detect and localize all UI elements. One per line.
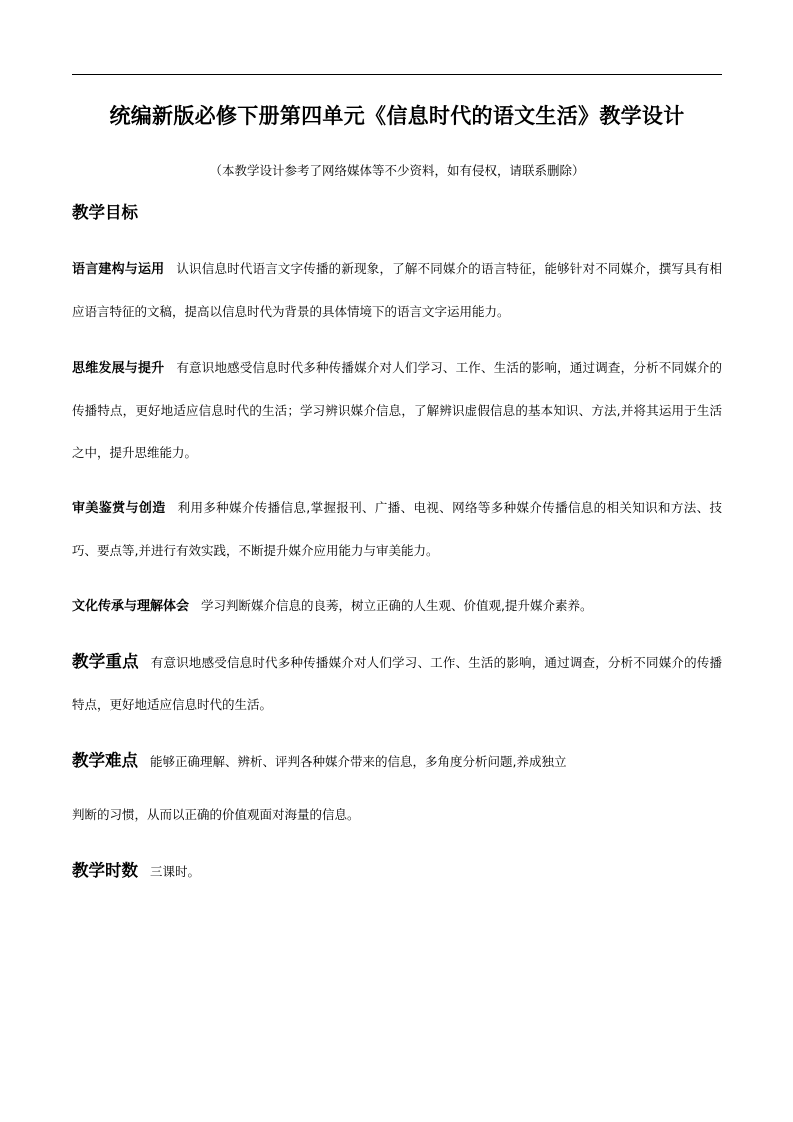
class-hours-text: 三课时。 [150,864,201,879]
class-hours [72,858,722,885]
objective-culture-label: 文化传承与理解体会 [72,599,190,614]
objective-thinking-text: 有意识地感受信息时代多种传播媒介对人们学习、工作、生活的影响，通过调查，分析不同媒介的传播特点，更好地适应信息时代的生活；学习辨识媒介信息，了解辨识虚假信息的基本知识、方法,并将其运用于生活之中，提升思维能力。 [72,360,722,460]
difficulties-text-line1: 能够正确理解、辨析、评判各种媒介带来的信息，多角度分析问题,养成独立 [150,754,567,769]
document-page [72,0,722,1122]
class-hours-label: 教学时数 [72,861,138,880]
key-points [72,641,722,726]
objective-culture-text: 学习判断媒介信息的良莠，树立正确的人生观、价值观,提升媒介素养。 [201,598,593,613]
objective-aesthetics [72,487,722,572]
objective-aesthetics-text: 利用多种媒介传播信息,掌握报刊、广播、电视、网络等多种媒介传播信息的相关知识和方法、技巧、要点等,并进行有效实践，不断提升媒介应用能力与审美能力。 [72,500,722,558]
objective-thinking-label: 思维发展与提升 [72,361,165,376]
key-points-label: 教学重点 [72,652,139,671]
difficulties-text-line2: 判断的习惯，从而以正确的价值观面对海量的信息。 [72,807,360,822]
objective-thinking [72,347,722,474]
difficulties [72,748,722,775]
objective-language-text: 认识信息时代语言文字传播的新现象，了解不同媒介的语言特征，能够针对不同媒介，撰写具有相应语言特征的文稿，提高以信息时代为背景的具体情境下的语言文字运用能力。 [72,261,722,319]
objective-language [72,248,722,333]
objective-culture [72,585,722,628]
objective-aesthetics-label: 审美鉴赏与创造 [72,501,166,516]
key-points-text: 有意识地感受信息时代多种传播媒介对人们学习、工作、生活的影响，通过调查，分析不同媒介的传播特点，更好地适应信息时代的生活。 [72,655,722,712]
copyright-note: （本教学设计参考了网络媒体等不少资料，如有侵权，请联系删除） [209,163,585,178]
objectives-heading: 教学目标 [72,203,138,222]
header-rule [72,74,722,75]
objective-language-label: 语言建构与运用 [72,262,165,277]
difficulties-continued [72,802,722,828]
difficulties-label: 教学难点 [72,751,138,770]
document-title: 统编新版必修下册第四单元《信息时代的语文生活》教学设计 [109,103,685,128]
